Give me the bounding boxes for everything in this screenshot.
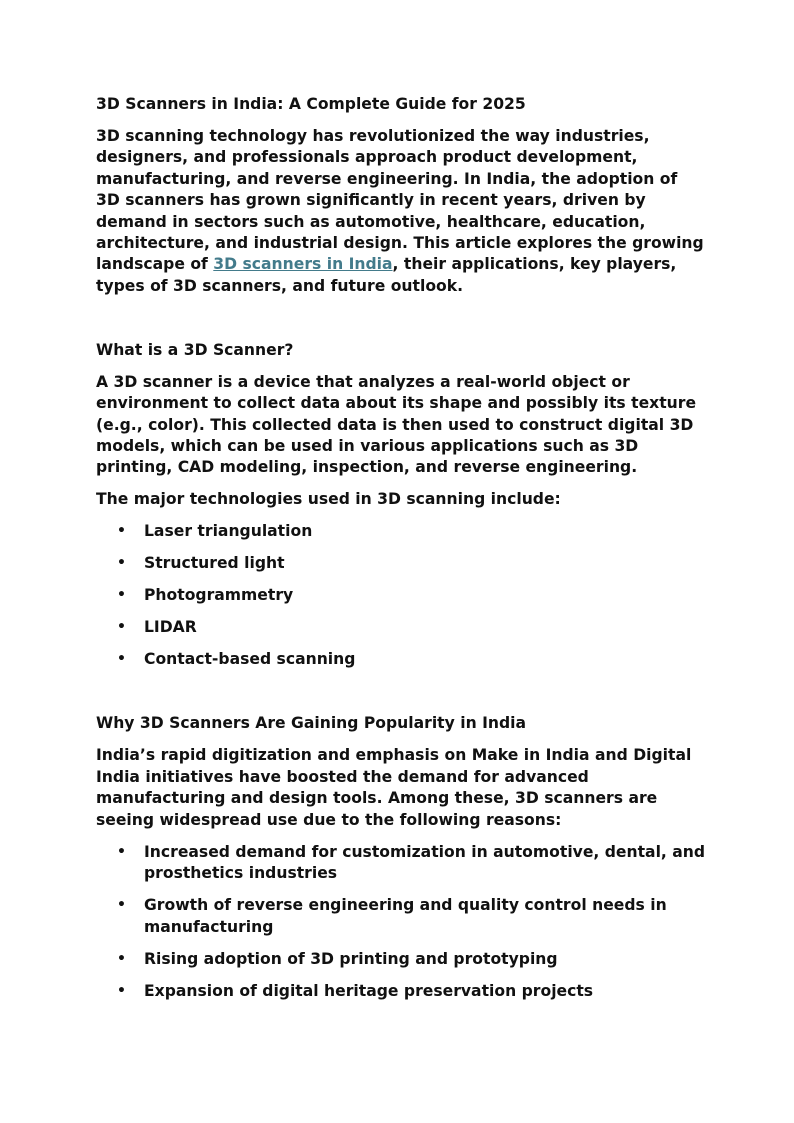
list-item [117,585,706,606]
intro-text-after-link: , their applications, key players, types of 3D scanners, and future outlook. [96,255,677,295]
bullet-icon: • [117,950,126,967]
technologies-intro: The major technologies used in 3D scanning include: [96,490,561,509]
reasons-list [96,842,706,1002]
bullet-icon: • [117,619,126,636]
list-item [117,617,706,638]
list-item-text: Growth of reverse engineering and quality control needs in manufacturing [144,896,667,936]
intro-text-before-link: 3D scanning technology has revolutionized the way industries, designers, and professionals approach product development, manufacturing, and reverse engineering. In India, the adoption of 3D scanners has grown significantly in recent years, driven by demand in sectors such as automotive, healthcare, education, architecture, and industrial design. This article explores the growing landscape of [96,127,704,274]
article-title: 3D Scanners in India: A Complete Guide for 2025 [96,95,526,113]
popularity-paragraph: India’s rapid digitization and emphasis on Make in India and Digital India initiatives have boosted the demand for advanced manufacturing and design tools. Among these, 3D scanners are seeing widespread use due to the following reasons: [96,746,692,829]
document-page [96,94,706,1013]
bullet-icon: • [117,897,126,914]
bullet-icon: • [117,523,126,540]
technologies-list [96,521,706,670]
list-item [117,949,706,970]
india-scanners-link[interactable]: 3D scanners in India [213,255,393,274]
list-item [117,842,706,885]
list-item-text: Rising adoption of 3D printing and prototyping [144,949,558,968]
bullet-icon: • [117,982,126,999]
section-heading-popularity: Why 3D Scanners Are Gaining Popularity in India [96,714,527,733]
list-item [117,981,706,1002]
list-item-text: LIDAR [144,618,197,637]
list-item-text: Photogrammetry [144,586,294,605]
list-item-text: Expansion of digital heritage preservation projects [144,981,594,1000]
list-item-text: Increased demand for customization in automotive, dental, and prosthetics industries [144,842,706,883]
section-spacer [96,681,706,713]
section-spacer [96,308,706,340]
bullet-icon: • [117,843,126,860]
list-item-text: Contact-based scanning [144,650,356,669]
bullet-icon: • [117,555,126,572]
list-item-text: Laser triangulation [144,522,313,541]
list-item [117,649,706,670]
bullet-icon: • [117,587,126,604]
list-item [117,553,706,574]
list-item [117,895,706,938]
list-item [117,521,706,542]
what-is-paragraph: A 3D scanner is a device that analyzes a real-world object or environment to collect data about its shape and possibly its texture (e.g., color). This collected data is then used to construct digital 3D models, which can be used in various applications such as 3D printing, CAD modeling, inspection, and reverse engineering. [96,372,697,477]
intro-paragraph [96,126,706,297]
bullet-icon: • [117,651,126,668]
section-heading-what-is: What is a 3D Scanner? [96,340,294,359]
list-item-text: Structured light [144,554,285,573]
